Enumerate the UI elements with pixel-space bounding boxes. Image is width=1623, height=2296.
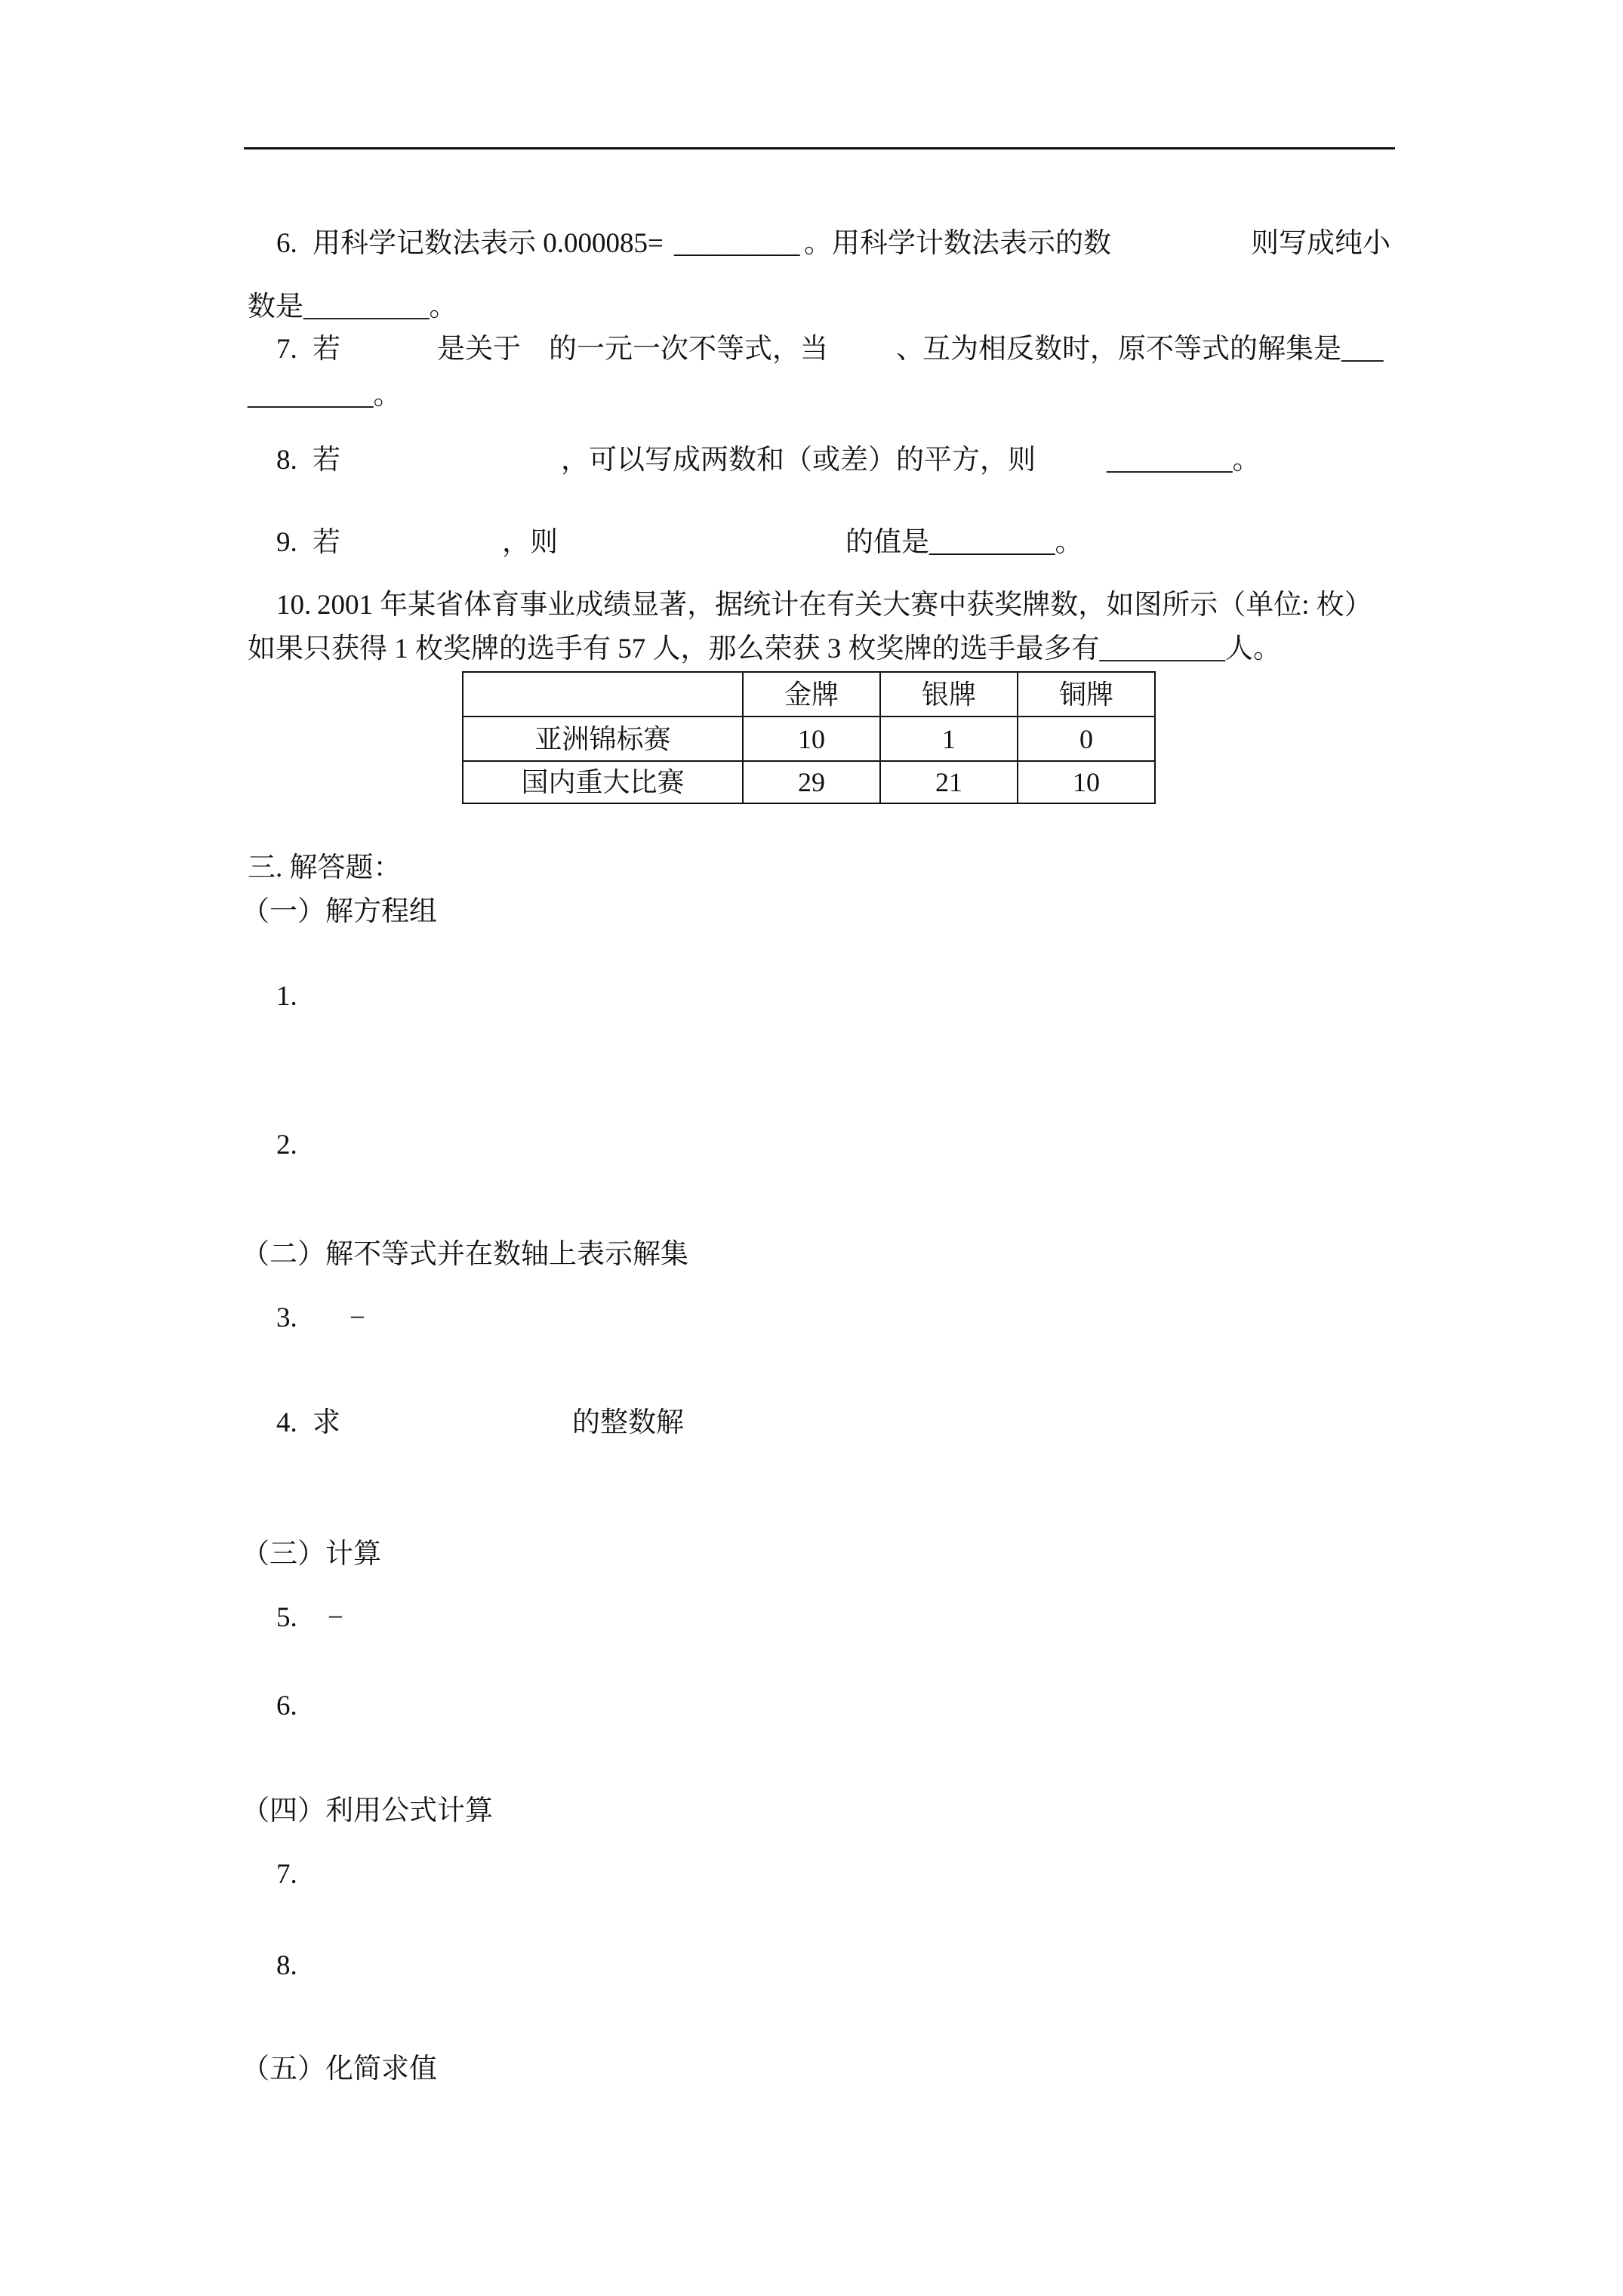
- problem-number: 7.: [276, 1859, 297, 1890]
- question-text: 是关于: [437, 334, 521, 365]
- question-text: 。: [1055, 527, 1083, 558]
- problem-number: 1.: [276, 981, 297, 1012]
- problem-2-line: [0, 1130, 1623, 1160]
- table-header-cell: [463, 672, 743, 717]
- question-text: 。: [429, 291, 457, 322]
- table-cell: 1: [880, 717, 1018, 761]
- table-header-row: [463, 672, 1155, 717]
- table-cell: 10: [743, 717, 880, 761]
- question-7-line-1: [0, 334, 1623, 365]
- question-text: 数是: [248, 291, 303, 322]
- question-text: 的值是: [845, 527, 929, 558]
- problem-4-line: [0, 1408, 1623, 1438]
- question-number: 6.: [276, 228, 297, 259]
- answer-blank: _________: [674, 228, 800, 259]
- question-text: 人。: [1225, 633, 1281, 664]
- table-header-cell: 金牌: [743, 672, 880, 717]
- question-text: 。用科学计数法表示的数: [804, 228, 1111, 259]
- question-text-group: [248, 634, 1281, 664]
- question-text: 。: [1232, 445, 1261, 476]
- problem-number: 4.: [276, 1407, 297, 1438]
- problem-number: 5.: [276, 1602, 297, 1633]
- subsection-title: （三）计算: [242, 1539, 381, 1570]
- question-text-group: [1107, 445, 1261, 476]
- subsection-1-line: [0, 897, 1623, 927]
- section-title-line: [0, 853, 1623, 883]
- question-9-line: [0, 528, 1623, 558]
- question-10-line-2: [0, 634, 1623, 664]
- question-number: 8.: [276, 445, 297, 476]
- table-header-cell: 银牌: [880, 672, 1018, 717]
- problem-6-line: [0, 1691, 1623, 1721]
- medal-table: [462, 671, 1156, 804]
- table-row: [463, 761, 1155, 803]
- problem-text: −: [350, 1302, 365, 1333]
- table-row-label: 亚洲锦标赛: [463, 717, 743, 761]
- question-number: 7.: [276, 334, 297, 365]
- question-number: 9.: [276, 527, 297, 558]
- problem-number: 8.: [276, 1950, 297, 1981]
- question-text: ，可以写成两数和（或差）的平方，则: [561, 445, 1036, 476]
- question-text: 、: [896, 334, 924, 365]
- problem-8-line: [0, 1951, 1623, 1981]
- question-text: 若: [313, 334, 340, 365]
- question-10-line-1: [0, 590, 1623, 621]
- problem-number: 6.: [276, 1690, 297, 1721]
- problem-7-line: [0, 1860, 1623, 1890]
- subsection-4-line: [0, 1796, 1623, 1826]
- question-text: 的一元一次不等式，当: [549, 334, 828, 365]
- question-8-line: [0, 445, 1623, 476]
- question-text-group: [845, 528, 1083, 558]
- table-cell: 21: [880, 761, 1018, 803]
- table-cell: 29: [743, 761, 880, 803]
- subsection-title: （一）解方程组: [242, 896, 437, 927]
- problem-1-line: [0, 982, 1623, 1012]
- section-title: 三. 解答题：: [248, 852, 402, 883]
- subsection-title: （二）解不等式并在数轴上表示解集: [242, 1239, 688, 1270]
- question-text-group: [922, 334, 1384, 365]
- table-row: [463, 717, 1155, 761]
- question-text: 如果只获得 1 枚奖牌的选手有 57 人，那么荣获 3 枚奖牌的选手最多有: [248, 633, 1100, 664]
- problem-5-line: [0, 1603, 1623, 1633]
- subsection-title: （四）利用公式计算: [242, 1795, 493, 1826]
- question-text: 。: [373, 380, 402, 411]
- answer-blank: _________: [248, 380, 374, 411]
- question-text: ，则: [502, 527, 558, 558]
- header-rule: [244, 147, 1395, 149]
- question-text: 则写成纯小: [1251, 228, 1390, 259]
- answer-blank: ___: [1341, 334, 1384, 365]
- answer-blank: _________: [1099, 633, 1225, 664]
- answer-blank: _________: [1107, 445, 1233, 476]
- problem-number: 3.: [276, 1302, 297, 1333]
- subsection-5-line: [0, 2054, 1623, 2085]
- question-6-line-2: [0, 292, 1623, 322]
- question-text: 2001 年某省体育事业成绩显著，据统计在有关大赛中获奖牌数，如图所示（单位: 枚）: [317, 590, 1372, 621]
- answer-blank: _________: [929, 527, 1055, 558]
- question-text-group: [248, 381, 402, 411]
- table-cell: 10: [1018, 761, 1155, 803]
- problem-text: 求: [313, 1407, 340, 1438]
- subsection-title: （五）化简求值: [242, 2054, 437, 2085]
- problem-text: 的整数解: [572, 1407, 684, 1438]
- problem-text: −: [328, 1602, 343, 1633]
- subsection-2-line: [0, 1240, 1623, 1270]
- question-text: 用科学记数法表示 0.000085=: [313, 228, 664, 259]
- problem-3-line: [0, 1303, 1623, 1333]
- table-header-cell: 铜牌: [1018, 672, 1155, 717]
- table-row-label: 国内重大比赛: [463, 761, 743, 803]
- question-text: 互为相反数时，原不等式的解集是: [922, 334, 1341, 365]
- question-number: 10.: [276, 590, 312, 621]
- question-text: 若: [313, 445, 340, 476]
- subsection-3-line: [0, 1539, 1623, 1570]
- question-text-group: [248, 292, 457, 322]
- table-cell: 0: [1018, 717, 1155, 761]
- question-7-line-2: [0, 381, 1623, 411]
- problem-number: 2.: [276, 1130, 297, 1160]
- answer-blank: _________: [303, 291, 430, 322]
- question-text: 若: [313, 527, 340, 558]
- question-6-line-1: [0, 229, 1623, 259]
